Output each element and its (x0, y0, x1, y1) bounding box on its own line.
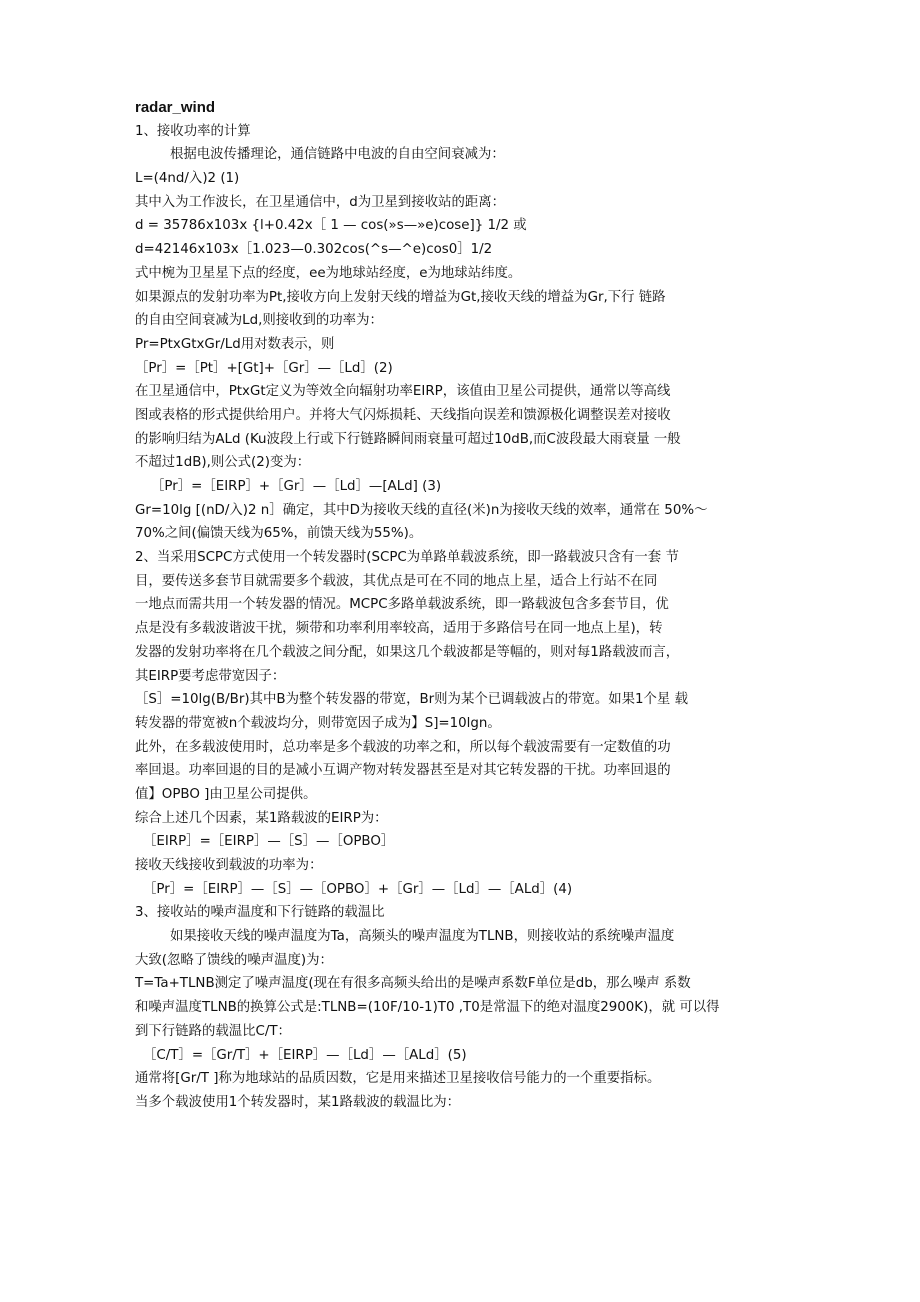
paragraph-line: 接收天线接收到载波的功率为： (135, 858, 323, 873)
paragraph-line: 转发器的带宽被n个载波均分，则带宽因子成为】S]=10lgn。 (135, 715, 501, 731)
formula-line: d=42146x103x［1.023—0.302cos(^s—^e)cos0］1/2 (135, 242, 493, 258)
paragraph-line: 式中椀为卫星星下点的经度，ee为地球站经度，e为地球站纬度。 (135, 265, 522, 281)
formula-line: ［Pr］=［EIRP］—［S］—［OPBO］+［Gr］—［Ld］—［ALd］(4) (143, 881, 573, 897)
section-heading-3: 3、接收站的噪声温度和下行链路的载温比 (135, 905, 385, 921)
formula-line: L=(4nd/入)2 (1) (135, 171, 240, 187)
paragraph-line: 根据电波传播理论，通信链路中电波的自由空间衰减为： (170, 147, 505, 163)
paragraph-line: T=Ta+TLNB测定了噪声温度(现在有很多高频头给出的是噪声系数F单位是db，那么噪声 系数 (135, 976, 691, 992)
paragraph-line: 率回退。功率回退的目的是减小互调产物对转发器甚至是对其它转发器的干扰。功率回退的 (135, 763, 671, 779)
paragraph-line: 到下行链路的载温比C/T： (135, 1023, 291, 1039)
paragraph-line: 当多个载波使用1个转发器时，某1路载波的载温比为： (135, 1094, 461, 1110)
formula-line: d = 35786x103x {l+0.42x［ 1 — cos(»s—»e)cose]} 1/2 或 (135, 218, 527, 234)
section-heading-2: 2、当采用SCPC方式使用一个转发器时(SCPC为单路单载波系统，即一路载波只含有一套 节 (135, 550, 679, 566)
paragraph-line: 其中入为工作波长，在卫星通信中，d为卫星到接收站的距离： (135, 194, 506, 210)
paragraph-line: 点是没有多载波谐波干扰，频带和功率利用率较高，适用于多路信号在同一地点上星)，转 (135, 621, 663, 637)
paragraph-line: 70%之间(偏馈天线为65%，前馈天线为55%)。 (135, 526, 423, 542)
paragraph-line: 如果源点的发射功率为Pt,接收方向上发射天线的增益为Gt,接收天线的增益为Gr,下行 链路 (135, 289, 666, 305)
paragraph-line: 不超过1dB),则公式(2)变为： (135, 455, 311, 471)
paragraph-line: 综合上述几个因素，某1路载波的EIRP为： (135, 810, 388, 826)
paragraph-line: Gr=10lg [(nD/入)2 n］确定，其中D为接收天线的直径(米)n为接收天线的效率，通常在 50%〜 (135, 502, 708, 518)
formula-line: ［C/T］=［Gr/T］+［EIRP］—［Ld］—［ALd］(5) (143, 1047, 467, 1063)
formula-line: ［Pr］=［Pt］+[Gt]+［Gr］—［Ld］(2) (135, 360, 393, 376)
paragraph-line: 的自由空间衰减为Ld,则接收到的功率为： (135, 313, 383, 329)
paragraph-line: 其EIRP要考虑带宽因子： (135, 668, 286, 684)
paragraph-line: 值】OPBO ]由卫星公司提供。 (135, 786, 317, 802)
paragraph-line: 在卫星通信中，PtxGt定义为等效全向辐射功率EIRP，该值由卫星公司提供，通常以等高线 (135, 384, 671, 400)
paragraph-line: 大致(忽略了馈线的噪声温度)为： (135, 952, 333, 968)
formula-line: ［Pr］=［EIRP］+［Gr］—［Ld］—[ALd] (3) (151, 479, 442, 494)
paragraph-line: 一地点而需共用一个转发器的情况。MCPC多路单载波系统，即一路载波包含多套节目，优 (135, 597, 669, 613)
paragraph-line: Pr=PtxGtxGr/Ld用对数表示，则 (135, 336, 335, 352)
paragraph-line: ［S］=10lg(B/Br)其中B为整个转发器的带宽，Br则为某个已调载波占的带宽。如果1个星 载 (135, 692, 688, 708)
paragraph-line: 此外，在多载波使用时，总功率是多个载波的功率之和，所以每个载波需要有一定数值的功 (135, 739, 671, 755)
document-title: radar_wind (135, 99, 216, 116)
document-body (135, 96, 797, 1115)
paragraph-line: 图或表格的形式提供给用户。并将大气闪烁损耗、天线指向误差和馈源极化调整误差对接收 (135, 407, 671, 423)
paragraph-line: 发器的发射功率将在几个载波之间分配，如果这几个载波都是等幅的，则对每1路载波而言， (135, 644, 680, 660)
paragraph-line: 如果接收天线的噪声温度为Ta，高频头的噪声温度为TLNB，则接收站的系统噪声温度 (170, 929, 675, 945)
formula-line: ［EIRP］=［EIRP］—［S］—［OPBO］ (143, 834, 395, 850)
section-heading-1: 1、接收功率的计算 (135, 123, 251, 139)
paragraph-line: 的影响归结为ALd (Ku波段上行或下行链路瞬间雨衰量可超过10dB,而C波段最大雨衰量 一般 (135, 431, 681, 447)
paragraph-line: 目，要传送多套节目就需要多个载波，其优点是可在不同的地点上星，适合上行站不在同 (135, 573, 658, 589)
paragraph-line: 通常将[Gr/T ]称为地球站的品质因数，它是用来描述卫星接收信号能力的一个重要指标。 (135, 1071, 661, 1087)
paragraph-line: 和噪声温度TLNB的换算公式是:TLNB=(10F/10-1)T0 ,T0是常温下的绝对温度2900K)，就 可以得 (135, 1000, 720, 1016)
